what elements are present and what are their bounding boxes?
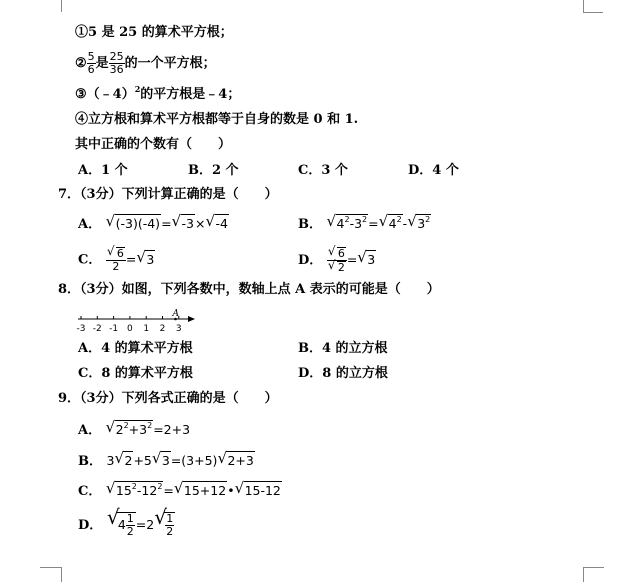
term: =(3+5) [170, 453, 218, 468]
fraction-denominator [327, 258, 347, 274]
number-line-tick-label: -3 [76, 324, 86, 334]
number-line-tick-label: -1 [109, 324, 119, 334]
radical-sign: √ [154, 505, 167, 529]
radical-sign: √ [106, 244, 115, 258]
number-line-arrow [188, 316, 195, 322]
option-label: D． [298, 253, 323, 268]
times-sign: × [195, 216, 206, 231]
number-line-tick-label: -2 [92, 324, 102, 334]
radicand: 6 [116, 247, 124, 260]
term: -3 [349, 216, 363, 231]
exponent: 2 [147, 421, 153, 430]
base: 4 [388, 216, 397, 231]
fraction-denominator: 2 [126, 525, 134, 538]
base: 2 [115, 422, 124, 437]
equals-sign: = [163, 483, 174, 498]
radical-sign: √ [327, 244, 336, 258]
sqrt-expression [206, 214, 229, 233]
q6-option-c[interactable]: C．3 个 [298, 163, 348, 178]
radical-sign: √ [151, 449, 162, 467]
statement-question: 其中正确的个数有（ ） [75, 137, 232, 152]
number-line-tick-label: 3 [175, 324, 182, 334]
radical-sign: √ [326, 212, 337, 230]
q7-option-c[interactable] [78, 244, 155, 273]
radicand: (-3)(-4) [115, 216, 161, 231]
radicand: 2 [124, 453, 133, 468]
fraction-numerator: 1 [166, 512, 174, 525]
crop-mark-bottom-left [40, 567, 62, 582]
sqrt-expression [152, 451, 171, 470]
radicand: 2+3 [227, 453, 254, 468]
sqrt-expression [136, 247, 155, 269]
q9-option-b[interactable] [78, 451, 255, 471]
statement-3-exponent: 2 [134, 84, 141, 94]
crop-mark-top-left [61, 0, 62, 12]
radicand: 3 [367, 252, 376, 267]
exponent: 2 [157, 482, 163, 491]
q8-stem: 8．（3分）如图，下列各数中，数轴上点 A 表示的可能是（ ） [58, 282, 440, 297]
radical-sign: √ [105, 479, 116, 497]
fraction-denominator: 36 [109, 63, 124, 76]
right-hand-side: =2 [135, 517, 155, 532]
option-label: B． [78, 454, 102, 469]
radical-sign: √ [234, 479, 245, 497]
whole-part: 4 [117, 517, 126, 532]
sqrt-expression [235, 481, 282, 500]
radical-sign: √ [357, 248, 367, 266]
option-label: A． [78, 217, 102, 232]
minus-sign: - [402, 216, 408, 231]
fraction-numerator: 25 [109, 50, 124, 63]
q7-option-b[interactable] [298, 214, 431, 234]
equals-sign: = [368, 216, 379, 231]
q9-stem: 9．（3分）下列各式正确的是（ ） [58, 391, 278, 406]
exponent: 2 [344, 215, 350, 224]
statement-3 [75, 86, 240, 104]
option-label: B． [298, 217, 322, 232]
q6-option-a[interactable]: A．1 个 [78, 163, 128, 178]
radical-sign: √ [105, 418, 116, 436]
radicand: 2 [337, 261, 345, 274]
equals-sign: = [346, 252, 358, 267]
exponent: 2 [362, 215, 368, 224]
fraction-denominator: 2 [166, 525, 174, 538]
exponent: 2 [131, 482, 137, 491]
equals-sign: = [125, 251, 137, 267]
radicand [115, 481, 164, 500]
statement-1: ①5 是 25 的算术平方根； [75, 25, 233, 40]
crop-mark-bottom-right [583, 567, 604, 582]
sqrt-expression [106, 420, 154, 439]
radical-sign: √ [205, 212, 216, 230]
sqrt-expression [106, 481, 164, 500]
radical-sign: √ [106, 505, 120, 529]
fraction-denominator: 2 [112, 260, 120, 273]
statement-2-prefix: ② [75, 56, 87, 71]
sqrt-expression [217, 451, 254, 470]
option-label: A． [78, 423, 102, 438]
sqrt-expression [327, 258, 346, 274]
sqrt-expression [106, 214, 161, 233]
radicand [388, 214, 403, 233]
q7-option-a[interactable] [78, 214, 229, 234]
term: -12 [136, 483, 158, 498]
q9-option-a[interactable] [78, 420, 190, 440]
statement-2-mid: 是 [95, 56, 109, 71]
q6-option-d[interactable]: D．4 个 [408, 163, 459, 178]
sqrt-expression [174, 481, 227, 500]
radicand [336, 214, 369, 233]
statement-2 [75, 51, 216, 76]
term: +5 [133, 453, 152, 468]
statement-2-suffix: 的一个平方根； [124, 56, 216, 71]
exponent: 2 [123, 421, 129, 430]
dot-sign: • [227, 483, 235, 498]
q7-option-d[interactable] [298, 244, 376, 274]
radical-sign: √ [378, 212, 389, 230]
sqrt-expression [114, 451, 133, 470]
radical-sign: √ [171, 212, 182, 230]
sqrt-expression [407, 214, 431, 233]
exponent: 2 [396, 215, 402, 224]
statement-3-prefix: ③（﹣4） [75, 87, 135, 102]
radical-sign: √ [114, 449, 125, 467]
exponent: 2 [425, 215, 431, 224]
radicand: 6 [337, 247, 345, 260]
base: 4 [336, 216, 345, 231]
sqrt-expression [357, 250, 376, 269]
radicand: 3 [146, 251, 155, 267]
base: 15 [115, 483, 132, 498]
coefficient: 3 [106, 453, 115, 468]
radicand: 15+12 [183, 483, 227, 498]
sqrt-expression [172, 214, 195, 233]
fraction-5-6 [87, 51, 96, 76]
equals-sign: = [161, 216, 172, 231]
term: +3 [128, 422, 148, 437]
sqrt-expression [379, 214, 403, 233]
q8-option-a[interactable]: A．4 的算术平方根 [78, 341, 193, 356]
fraction [126, 513, 135, 538]
radicand: 3 [161, 453, 170, 468]
q8-option-b[interactable]: B．4 的立方根 [298, 341, 388, 356]
radicand: -4 [215, 216, 228, 231]
point-a-label: A [172, 309, 180, 319]
radical-sign: √ [173, 479, 184, 497]
option-label: C． [78, 252, 102, 268]
option-label: C． [78, 484, 102, 499]
sqrt-expression [327, 214, 369, 233]
radicand [115, 420, 154, 439]
q9-option-d[interactable] [78, 505, 175, 538]
radical-sign: √ [136, 247, 146, 266]
fraction-25-36 [109, 51, 125, 76]
number-line-tick-label: 1 [143, 324, 150, 334]
sqrt-expression [106, 505, 136, 538]
crop-mark-top-right [583, 0, 584, 12]
fraction-numerator [106, 244, 126, 261]
fraction-numerator: 5 [87, 50, 95, 63]
fraction-numerator: 1 [126, 512, 134, 525]
radical-sign: √ [105, 212, 116, 230]
fraction [327, 244, 347, 274]
q6-option-b[interactable]: B．2 个 [188, 163, 239, 178]
statement-4: ④立方根和算术平方根都等于自身的数是 0 和 1. [75, 112, 359, 127]
q8-option-d[interactable]: D．8 的立方根 [298, 366, 388, 381]
radical-sign: √ [327, 258, 336, 272]
number-line-figure [78, 311, 198, 335]
radical-sign: √ [217, 449, 227, 467]
right-hand-side: =2+3 [153, 422, 191, 437]
radicand: 15-12 [244, 483, 281, 498]
statement-3-suffix: 的平方根是﹣4； [140, 87, 241, 102]
crop-mark-top-right-h [583, 12, 603, 13]
fraction-denominator: 6 [87, 63, 95, 76]
radicand: -3 [181, 216, 195, 231]
number-line-tick-label: 2 [159, 324, 166, 334]
radicand [416, 214, 431, 233]
sqrt-expression [154, 505, 175, 538]
option-label: D． [78, 518, 103, 533]
number-line-tick-label: 0 [127, 324, 133, 334]
sqrt-expression [106, 244, 125, 260]
fraction [106, 244, 126, 273]
q9-option-c[interactable] [78, 481, 282, 501]
q7-stem: 7．（3分）下列计算正确的是（ ） [58, 187, 278, 202]
q8-option-c[interactable]: C．8 的算术平方根 [78, 366, 193, 381]
base: 3 [417, 216, 426, 231]
radical-sign: √ [407, 212, 417, 230]
